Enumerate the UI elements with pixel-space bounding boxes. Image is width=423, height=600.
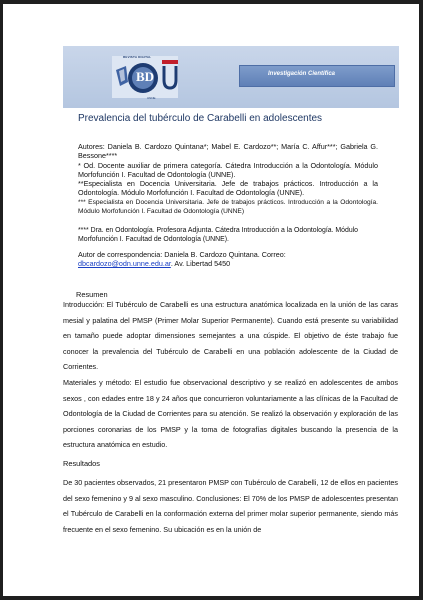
- article-title: Prevalencia del tubérculo de Carabelli en adolescentes: [78, 113, 323, 124]
- logo-foot: UNNE: [147, 96, 156, 100]
- affiliation-2: **Especialista en Docencia Universitaria. Jefe de trabajos prácticos. Introducción a la Odontología. Módulo Morfofunción I. Facultad de Odontología (UNNE).: [78, 179, 378, 198]
- results-heading: Resultados: [63, 459, 100, 468]
- correspondence-block: [78, 250, 378, 269]
- email-line: [78, 259, 378, 268]
- correspondence-line: Autor de correspondencia: Daniela B. Cardozo Quintana. Correo:: [78, 250, 286, 259]
- authors-block: [78, 142, 378, 216]
- section-band: [239, 65, 395, 87]
- authors-line: Autores: Daniela B. Cardozo Quintana*; Mabel E. Cardozo**; María C. Affur***; Gabriela G. Bessone****: [78, 142, 378, 161]
- abstract-intro: [63, 297, 398, 375]
- affiliation-1: * Od. Docente auxiliar de primera categoría. Cátedra Introducción a la Odontología. Módulo Morfofunción I. Facultad de Odontología (UNNE).: [78, 160, 378, 179]
- resumen-heading: Resumen: [76, 290, 108, 299]
- journal-header-banner: [63, 46, 399, 108]
- address-text: . Av. Libertad 5450: [170, 259, 231, 269]
- affiliation-4-block: [78, 226, 378, 245]
- abstract-methods: [63, 375, 398, 453]
- email-link[interactable]: dbcardozo@odn.unne.edu.ar: [78, 259, 171, 269]
- results-paragraph: De 30 pacientes observados, 21 presentaron PMSP con Tubérculo de Carabelli, 12 de ellos en pacientes del sexo femenino y 9 al sexo masculino. Conclusiones: El 70% de los PMSP de adolescentes presentan el Tubérculo de Carabelli en la conformación externa del primer molar superior permanente, siendo más frecuente en el sexo femenino. Su ubicación es en la unión de: [63, 478, 398, 534]
- affiliation-4: **** Dra. en Odontología. Profesora Adjunta. Cátedra Introducción a la Odontología. Módulo Morfofunción I. Facultad de Odontología (UNNE).: [78, 227, 359, 244]
- affiliation-3: *** Especialista en Docencia Universitaria. Jefe de trabajos prácticos. Introducción a la Odontología. Módulo Morfofunción I. Facultad de Odontología (UNNE): [78, 198, 378, 216]
- methods-paragraph: Materiales y método: El estudio fue observacional descriptivo y se realizó en adolescentes de ambos sexos , con edades entre 18 y 24 años que concurrieron voluntariamente a las clínicas de la Facultad de Odontología de la Ciudad de Corrientes para su atención. Se realizó la observación y exploración de las porciones coronarias de los PMSP y la toma de fotografías digitales buscando la presencia de la estructura anatómica en estudio.: [63, 378, 398, 450]
- document-page: [3, 4, 419, 596]
- intro-paragraph: Introducción: El Tubérculo de Carabelli es una estructura anatómica localizada en la unión de las caras mesial y palatina del PMSP (Primer Molar Superior Permanente). Cuando está presente su variabilidad en tamaño puede adoptar dimensiones semejantes a una cúspide. El objetivo de éste trabajo fue conocer la prevalencia del Tubérculo de Carabelli en una población adolescente de la Ciudad de Corrientes.: [63, 300, 398, 372]
- abstract-results: [63, 475, 398, 537]
- section-band-label: Investigación Científica: [268, 71, 336, 77]
- logo-mark: BD: [136, 69, 155, 84]
- logo-caption: REVISTA DIGITAL: [123, 55, 152, 59]
